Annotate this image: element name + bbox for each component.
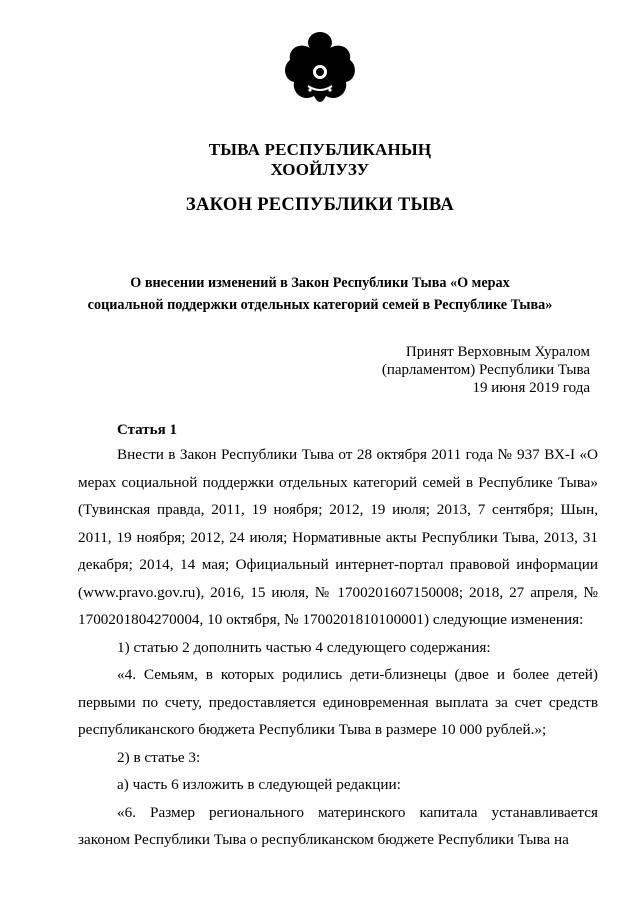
article-paragraph: «4. Семьям, в которых родились дети-близнецы (двое и более детей) первыми по счету, предоставляется единовременная выплата за счет средств республиканского бюджета Республики Тыва в размере 10 000 рублей.»; [78,666,598,738]
law-name-line-2: социальной поддержки отдельных категорий семей в Республике Тыва» [87,297,553,313]
adopted-line-1: Принят Верховным Хуралом [405,344,590,360]
article-paragraph: 2) в статье 3: [117,748,201,766]
header-line-1: ТЫВА РЕСПУБЛИКАНЫҢ [208,140,432,159]
article-paragraph: «6. Размер регионального материнского капитала устанавливается законом Республики Тыва о республиканском бюджете Республики Тыва на [78,803,598,848]
article-heading: Статья 1 [117,422,177,438]
law-title: ЗАКОН РЕСПУБЛИКИ ТЫВА [185,195,455,215]
law-name-line-1: О внесении изменений в Закон Республики Тыва «О мерах [130,275,510,291]
article-paragraph: Внести в Закон Республики Тыва от 28 октября 2011 года № 937 ВХ-I «О мерах социальной поддержки отдельных категорий семей в Республике Тыва» (Тувинская правда, 2011, 19 ноября; 2012, 19 июля; 2013, 7 сентября; Шын, 2011, 19 ноября; 2012, 24 июля; Нормативные акты Республики Тыва, 2013, 31 декабря; 2014, 14 мая; Официальный интернет-портал правовой информации (www.pravo.gov.ru), 2016, 15 июля, № 1700201607150008; 2018, 27 апреля, № 1700201804270004, 10 октября, № 1700201810100001) следующие изменения: [78,446,598,628]
article-body [78,441,598,854]
adopted-date: 19 июня 2019 года [472,380,590,396]
tuva-emblem-icon [280,28,360,108]
header-line-2: ХООЙЛУЗУ [270,160,370,179]
article-paragraph: 1) статью 2 дополнить частью 4 следующего содержания: [117,638,491,656]
article-paragraph: а) часть 6 изложить в следующей редакции: [117,776,401,793]
adopted-line-2: (парламентом) Республики Тыва [381,362,590,378]
